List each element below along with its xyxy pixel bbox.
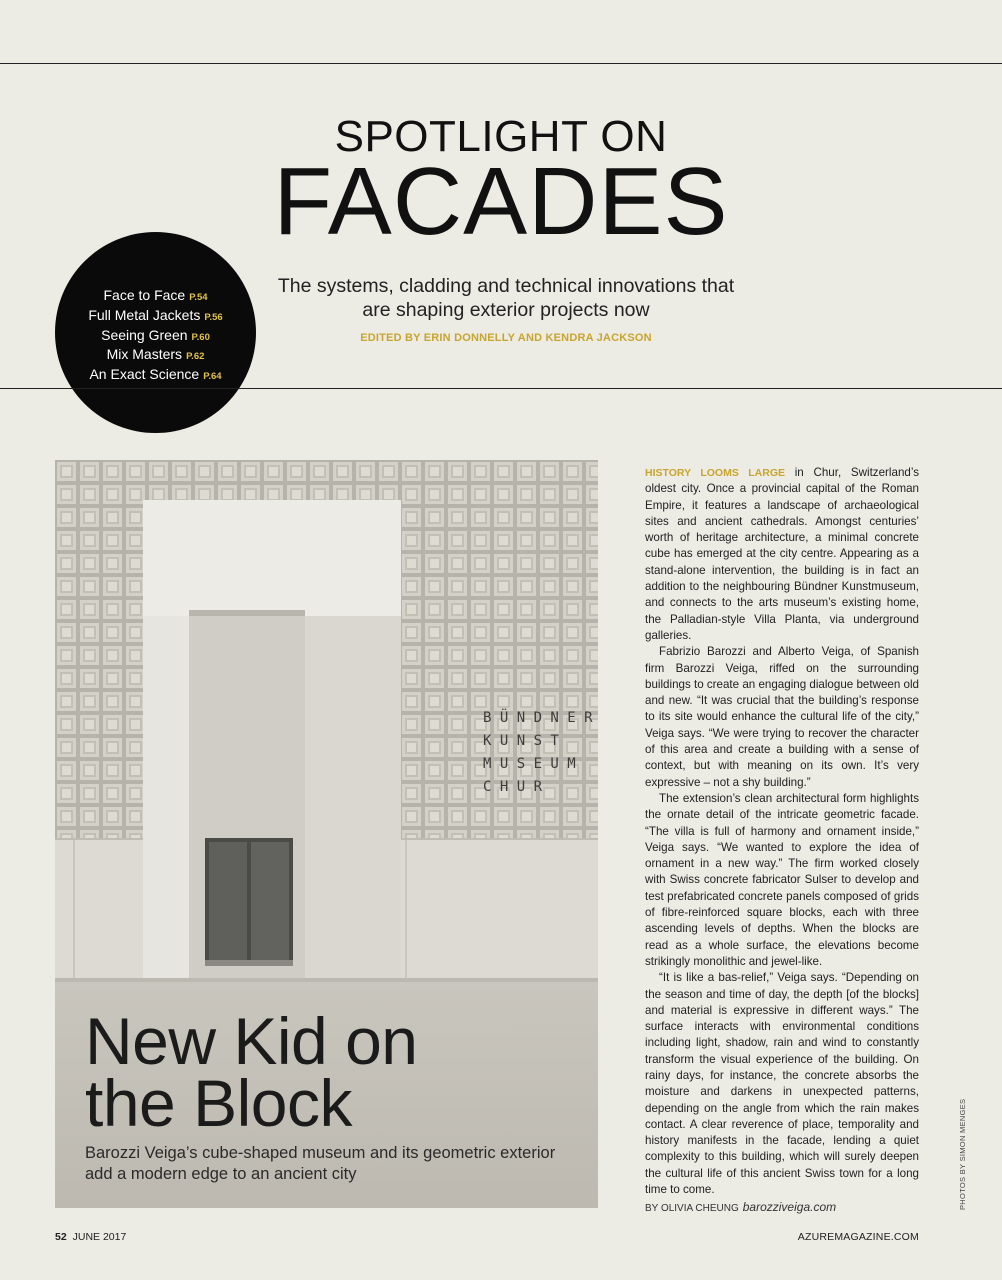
section-dek: The systems, cladding and technical innovations that are shaping exterior projects now xyxy=(277,275,735,321)
article-paragraph: Fabrizio Barozzi and Alberto Veiga, of Spanish firm Barozzi Veiga, riffed on the surrounding buildings to create an engaging dialogue between old and new. “It was crucial that the building’s response to its site would enhance the cultural life of the city,” Veiga says. “We were trying to recover the character of this area and create a building with a sense of context, but with meaning on its own. It’s very expressive – not a shy building.” xyxy=(645,645,919,789)
contents-item-page: P.54 xyxy=(189,292,208,303)
svg-text:K U N S T: K U N S T xyxy=(483,733,559,749)
magazine-site[interactable]: AZUREMAGAZINE.COM xyxy=(797,1231,919,1243)
contents-item-title: Face to Face xyxy=(103,287,186,303)
byline-row xyxy=(645,1199,919,1217)
contents-item[interactable] xyxy=(55,366,256,386)
contents-item-page: P.64 xyxy=(203,371,222,383)
architect-url[interactable]: barozziveiga.com xyxy=(742,1200,837,1215)
photo-credit: PHOTOS BY SIMON MENGES xyxy=(958,1098,967,1210)
contents-item-title: An Exact Science xyxy=(89,366,200,383)
contents-item-title: Full Metal Jackets xyxy=(88,306,201,323)
byline: BY OLIVIA CHEUNG xyxy=(645,1203,739,1215)
museum-photo xyxy=(55,460,598,1208)
contents-item[interactable] xyxy=(55,287,256,307)
contents-item[interactable] xyxy=(55,307,256,327)
page-number: 52 xyxy=(55,1231,67,1243)
feature-title-line1: New Kid on xyxy=(85,1004,418,1078)
section-kicker: SPOTLIGHT ON xyxy=(334,112,668,161)
article-paragraph: “It is like a bas-relief,” Veiga says. “Depending on the season and time of day, the depth [of the blocks] and material is expressive in different ways.” The surface interacts with environmental conditions including light, shadow, rain and wind to constantly transform the visual experience of the building. On rainy days, for instance, the concrete absorbs the moisture and darkens in unexpected patterns, depending on the angle from which the rain makes contact. A clear reverence of place, temporality and history manifests in the facade, lending a quiet complexity to this building, which will surely deepen the cultural life of this ancient Swiss town for a long time to come. xyxy=(645,971,919,1197)
svg-text:C H U R: C H U R xyxy=(483,779,543,795)
folio xyxy=(55,1231,126,1243)
contents-item-title: Seeing Green xyxy=(101,326,188,343)
contents-item[interactable] xyxy=(55,346,256,366)
contents-item-title: Mix Masters xyxy=(106,346,183,363)
article-lead-in: HISTORY LOOMS LARGE xyxy=(645,467,785,479)
contents-item-page: P.60 xyxy=(191,331,210,343)
contents-item-page: P.62 xyxy=(186,351,205,363)
article-paragraph: The extension’s clean architectural form highlights the ornate detail of the intricate geometric facade. “The villa is full of harmony and ornament inside,” Veiga says. “We wanted to explore the idea of ornament in a new way.” The firm worked closely with Swiss concrete fabricator Sulser to develop and test prefabricated concrete panels composed of grids of fibre-reinforced square blocks, each with three ascending levels of depths. When the blocks are read as a whole surface, the elevations become strikingly monolithic and jewel-like. xyxy=(645,791,919,968)
top-rule xyxy=(0,63,1002,64)
article-paragraph xyxy=(645,465,919,644)
contents-item[interactable] xyxy=(55,327,256,347)
header-bottom-rule xyxy=(0,388,1002,389)
article-body xyxy=(645,465,919,1218)
editors-credit: EDITED BY ERIN DONNELLY AND KENDRA JACKSON xyxy=(360,332,652,344)
section-headline: FACADES xyxy=(273,148,729,255)
svg-text:B Ü N D N E R: B Ü N D N E R xyxy=(483,710,593,726)
contents-list xyxy=(55,287,256,386)
article-paragraph-text: in Chur, Switzerland’s oldest city. Once a provincial capital of the Roman Empire, it features a landscape of archaeological sites and ancient cathedrals. Amongst centuries’ worth of heritage architecture, a minimal concrete cube has emerged at the city centre. Appearing as a stand-alone intervention, the building is in fact an addition to the neighbouring Bündner Kunstmuseum, and connects to the arts museum’s existing home, the Palladian-style Villa Planta, via underground galleries. xyxy=(645,466,919,642)
feature-title xyxy=(85,1004,585,1140)
issue-date: JUNE 2017 xyxy=(72,1231,127,1243)
contents-item-page: P.56 xyxy=(204,311,223,323)
svg-text:M U S E U M: M U S E U M xyxy=(483,756,576,772)
feature-dek: Barozzi Veiga’s cube-shaped museum and its geometric exterior add a modern edge to an ancient city xyxy=(85,1144,556,1183)
contents-circle xyxy=(55,232,256,433)
feature-title-line2: the Block xyxy=(85,1066,352,1140)
